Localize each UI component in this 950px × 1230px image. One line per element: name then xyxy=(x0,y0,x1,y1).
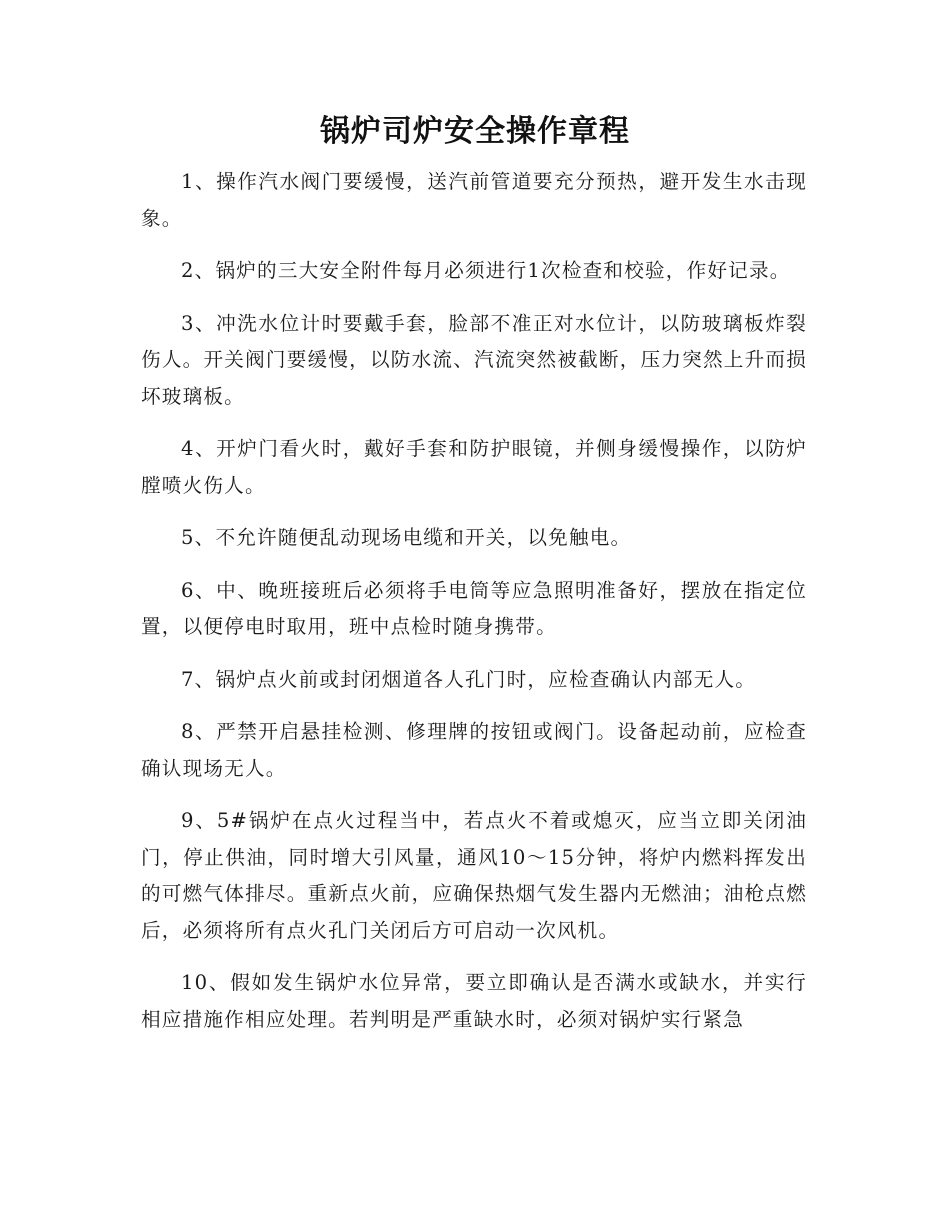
paragraph-9: 9、5#锅炉在点火过程当中，若点火不着或熄灭，应当立即关闭油门，停止供油，同时增大引风量，通风10～15分钟，将炉内燃料挥发出的可燃气体排尽。重新点火前，应确保热烟气发生器内无燃油；油枪点燃后，必须将所有点火孔门关闭后方可启动一次风机。 xyxy=(141,809,807,942)
document-title: 锅炉司炉安全操作章程 xyxy=(320,114,630,149)
paragraph-10: 10、假如发生锅炉水位异常，要立即确认是否满水或缺水，并实行相应措施作相应处理。若判明是严重缺水时，必须对锅炉实行紧急 xyxy=(141,971,807,1031)
document-body xyxy=(141,164,807,1054)
paragraph-5: 5、不允许随便乱动现场电缆和开关，以免触电。 xyxy=(181,526,632,549)
paragraph-7: 7、锅炉点火前或封闭烟道各人孔门时，应检查确认内部无人。 xyxy=(181,667,757,691)
paragraph-3: 3、冲洗水位计时要戴手套，脸部不准正对水位计，以防玻璃板炸裂伤人。开关阀门要缓慢，以防水流、汽流突然被截断，压力突然上升而损坏玻璃板。 xyxy=(141,311,807,408)
paragraph-4: 4、开炉门看火时，戴好手套和防护眼镜，并侧身缓慢操作，以防炉膛喷火伤人。 xyxy=(141,437,807,497)
paragraph-1: 1、操作汽水阀门要缓慢，送汽前管道要充分预热，避开发生水击现象。 xyxy=(141,170,807,230)
paragraph-8: 8、严禁开启悬挂检测、修理牌的按钮或阀门。设备起动前，应检查确认现场无人。 xyxy=(141,720,807,780)
paragraph-6: 6、中、晚班接班后必须将手电筒等应急照明准备好，摆放在指定位置，以便停电时取用，班中点检时随身携带。 xyxy=(141,578,807,638)
paragraph-2: 2、锅炉的三大安全附件每月必须进行1次检查和校验，作好记录。 xyxy=(181,259,791,282)
